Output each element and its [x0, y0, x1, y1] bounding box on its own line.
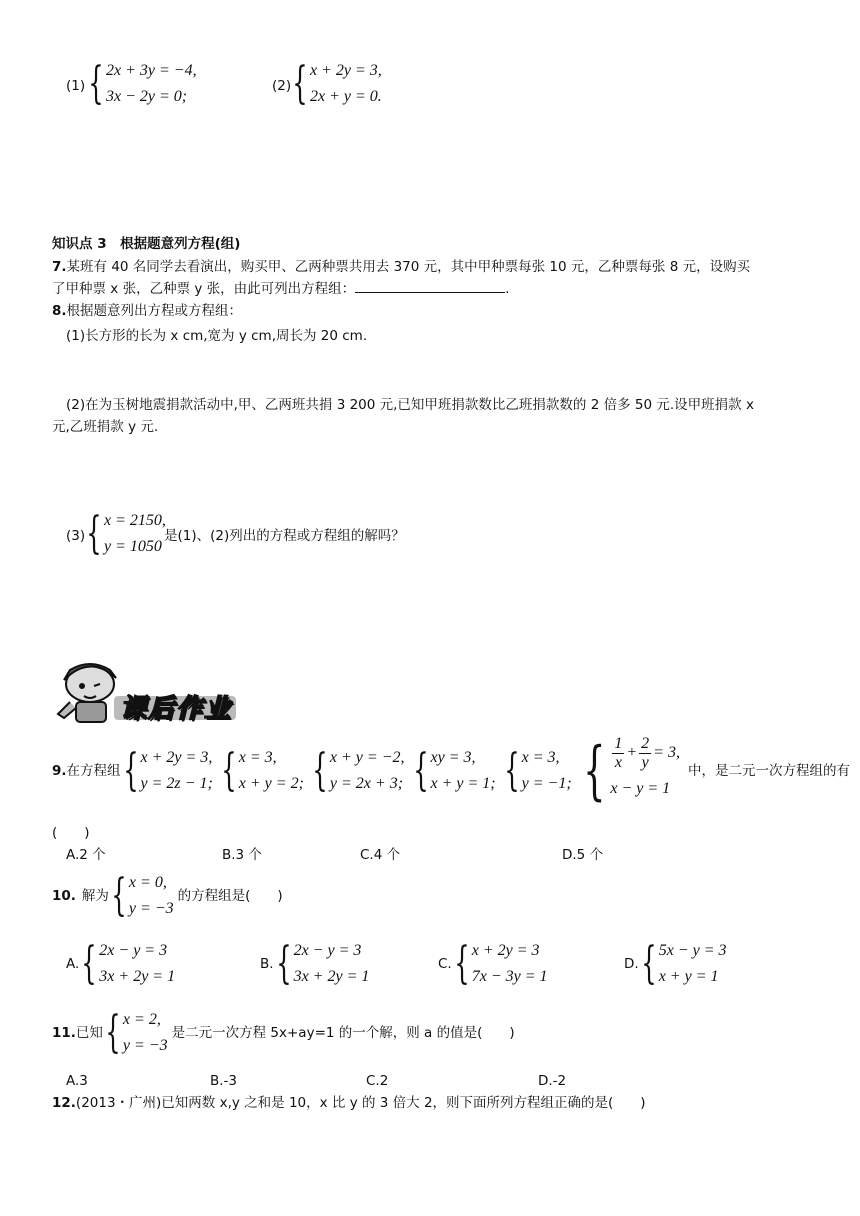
system-1: { x + 2y = 3, y = 2z − 1;: [122, 744, 213, 796]
banner-title: 课后作业: [120, 694, 233, 724]
equation: 3x + 2y = 1: [99, 968, 176, 985]
option-system: { x + 2y = 3 7x − 3y = 1: [454, 938, 548, 989]
question-text: 是二元一次方程 5x+ay=1 的一个解，则 a 的值是( ): [171, 1025, 515, 1041]
question-7-line2: [52, 278, 509, 300]
question-text: 中，是二元一次方程组的有: [687, 762, 850, 779]
option-d[interactable]: D.-2: [538, 1073, 567, 1089]
answer-paren: ( ): [52, 825, 90, 841]
question-number: 12.: [52, 1095, 76, 1111]
option-c[interactable]: C.4 个: [360, 847, 401, 863]
option-c[interactable]: [438, 938, 548, 990]
option-a[interactable]: [66, 938, 175, 990]
equation: x + y = −2,: [329, 748, 405, 766]
question-number: 9.: [52, 762, 67, 779]
plus-sign: +: [626, 744, 638, 762]
equation: x + 2y = 3,: [140, 748, 213, 766]
question-text: 某班有 40 名同学去看演出，购买甲、乙两种票共用去 370 元，其中甲种票每张 10 元，乙种票每张 8 元，设购买: [66, 259, 751, 275]
question-10: [52, 870, 283, 922]
question-12: [52, 1092, 646, 1114]
option-c[interactable]: C.2: [366, 1073, 389, 1089]
system-2: { x = 3, x + y = 2;: [221, 744, 304, 796]
q6-part1-system: { 2x + 3y = −4, 3x − 2y = 0;: [88, 58, 197, 109]
period: .: [505, 281, 510, 297]
equation: x = 0,: [128, 874, 167, 891]
equation: x = 3,: [238, 748, 277, 766]
answer-blank[interactable]: [355, 278, 505, 293]
denominator: x: [614, 754, 622, 771]
equation: 2x + y = 0.: [310, 88, 382, 105]
question-text: 的方程组是( ): [177, 888, 283, 904]
question-8-part3-text: 是(1)、(2)列出的方程或方程组的解吗？: [164, 528, 405, 544]
equation: x + 2y = 3: [471, 942, 540, 959]
question-7: [52, 256, 750, 278]
system-5: { x = 3, y = −1;: [503, 744, 572, 796]
equation: 2x − y = 3: [99, 942, 168, 959]
q6-part2-label: (2): [272, 78, 292, 94]
option-system: { 2x − y = 3 3x + 2y = 1: [81, 938, 176, 989]
question-number: 10.: [52, 888, 76, 904]
question-text: 根据题意列出方程或方程组：: [66, 303, 243, 319]
equation: x + y = 1: [658, 968, 719, 985]
option-label: D.: [624, 956, 639, 972]
option-label: B.: [260, 956, 274, 972]
numerator: 1: [614, 735, 623, 752]
question-8-part2-cont: 元,乙班捐款 y 元.: [52, 419, 159, 435]
equation: 2x + 3y = −4,: [106, 62, 197, 79]
equation: y = −3: [128, 900, 174, 917]
option-b[interactable]: [260, 938, 369, 990]
option-a[interactable]: A.3: [66, 1073, 88, 1089]
option-b[interactable]: B.-3: [210, 1073, 238, 1089]
question-8-part2: (2)在为玉树地震捐款活动中,甲、乙两班共捐 3 200 元,已知甲班捐款数比乙班捐款数的 2 倍多 50 元.设甲班捐款 x: [66, 397, 754, 413]
option-d[interactable]: [624, 938, 726, 990]
equation: y = 2x + 3;: [329, 774, 404, 792]
solution-system: { x = 0, y = −3: [111, 870, 174, 921]
question-text: 已知: [75, 1025, 103, 1041]
equation: 5x − y = 3: [658, 942, 727, 959]
system-6: { $\frac{1}{x}$ + $\frac{2}{y}$ = 3, x − y = 1: [582, 733, 680, 808]
equation: 3x + 2y = 1: [293, 968, 370, 985]
question-text: (2013・广州)已知两数 x,y 之和是 10，x 比 y 的 3 倍大 2，则下面所列方程组正确的是( ): [75, 1095, 646, 1111]
equation: y = 1050: [104, 538, 162, 555]
equation: y = 2z − 1;: [140, 774, 213, 792]
equation-tail: = 3,: [653, 744, 680, 762]
equation: x = 2150,: [104, 512, 166, 529]
question-number: 7.: [52, 259, 67, 275]
numerator: 2: [641, 735, 650, 752]
equation: y = −1;: [521, 774, 572, 792]
q6-part2-system: { x + 2y = 3, 2x + y = 0.: [292, 58, 382, 109]
question-number: 11.: [52, 1025, 76, 1041]
question-8-part1: (1)长方形的长为 x cm,宽为 y cm,周长为 20 cm.: [66, 328, 368, 344]
question-11: [52, 1007, 515, 1059]
equation: x = 2,: [122, 1011, 161, 1028]
equation: x − y = 1: [610, 780, 671, 797]
question-8-part3-system: { x = 2150, y = 1050: [86, 508, 166, 559]
option-label: C.: [438, 956, 452, 972]
question-text: 在方程组: [66, 762, 121, 779]
question-number: 8.: [52, 303, 67, 319]
equation: xy = 3,: [430, 748, 476, 766]
question-8-part3-label: (3): [66, 528, 86, 544]
equation: x + 2y = 3,: [310, 62, 382, 79]
option-a[interactable]: A.2 个: [66, 847, 106, 863]
equation: 2x − y = 3: [293, 942, 362, 959]
question-text: 了甲种票 x 张，乙种票 y 张，由此可列出方程组：: [52, 281, 356, 297]
system-3: { x + y = −2, y = 2x + 3;: [312, 744, 405, 796]
question-9: [52, 735, 850, 806]
solution-system: { x = 2, y = −3: [105, 1007, 168, 1058]
option-system: { 5x − y = 3 x + y = 1: [640, 938, 727, 989]
option-d[interactable]: D.5 个: [562, 847, 604, 863]
equation: y = −3: [122, 1037, 168, 1054]
option-label: A.: [66, 956, 80, 972]
option-b[interactable]: B.3 个: [222, 847, 262, 863]
option-system: { 2x − y = 3 3x + 2y = 1: [275, 938, 370, 989]
q6-part1-label: (1): [66, 78, 86, 94]
section-heading: 知识点 3 根据题意列方程(组): [52, 236, 241, 252]
question-text: 解为: [81, 888, 109, 904]
equation: x = 3,: [521, 748, 560, 766]
equation: 7x − 3y = 1: [471, 968, 548, 985]
equation: 3x − 2y = 0;: [106, 88, 188, 105]
denominator: y: [641, 754, 649, 771]
homework-banner: [50, 656, 236, 726]
question-8: [52, 300, 242, 322]
equation: x + y = 2;: [238, 774, 304, 792]
equation: x + y = 1;: [430, 774, 496, 792]
system-4: { xy = 3, x + y = 1;: [412, 744, 496, 796]
equation: [610, 735, 680, 772]
